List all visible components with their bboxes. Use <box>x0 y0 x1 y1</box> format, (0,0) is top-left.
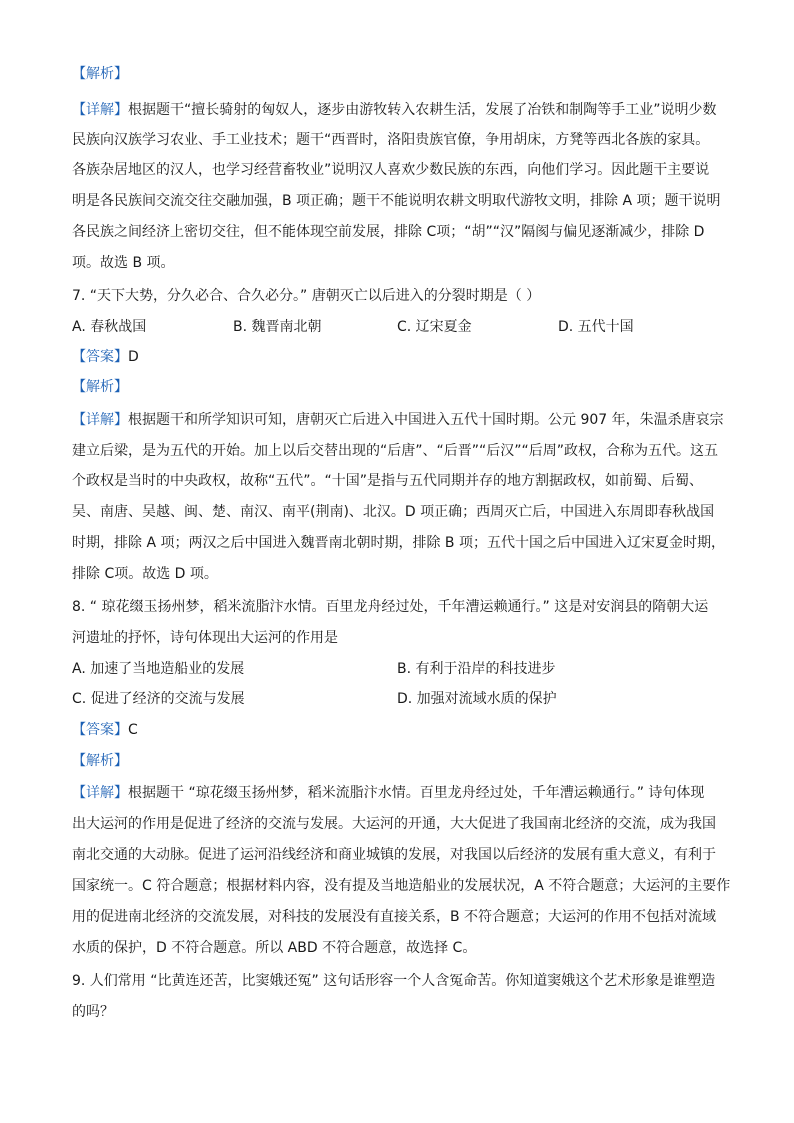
q7-detail-line: 个政权是当时的中央政权，故称“五代”。“十国”是指与五代同期并存的地方割据政权，如前蜀、后蜀、 <box>72 473 704 489</box>
q8-detail-line: 水质的保护，D 不符合题意。所以 ABD 不符合题意，故选择 C。 <box>72 940 477 956</box>
q6-detail-line: 明是各民族间交流交往交融加强，B 项正确；题干不能说明农耕文明取代游牧文明，排除 A 项；题干说明 <box>72 193 721 209</box>
q7-detail-line: 排除 C项。故选 D 项。 <box>72 566 218 582</box>
q8-analysis-label: 【解析】 <box>72 753 128 769</box>
q7-option-c: C. 辽宋夏金 <box>397 319 472 335</box>
q7-detail-line: 吴、南唐、吴越、闽、楚、南汉、南平(荆南)、北汉。D 项正确；西周灭亡后，中国进入东周即春秋战国 <box>72 504 715 520</box>
q7-answer: 【答案】D <box>72 349 139 365</box>
q7-option-a: A. 春秋战国 <box>72 319 147 335</box>
q8-answer: 【答案】C <box>72 722 138 738</box>
q6-detail-line: 【详解】根据题干“擅长骑射的匈奴人，逐步由游牧转入农耕生活，发展了冶铁和制陶等手工业”说明少数 <box>72 102 717 118</box>
q9-stem-line: 的吗？ <box>72 1004 114 1020</box>
q7-analysis-label: 【解析】 <box>72 379 128 395</box>
q8-detail-line: 出大运河的作用是促进了经济的交流与发展。大运河的开通，大大促进了我国南北经济的交流，成为我国 <box>72 816 716 832</box>
q8-detail-line: 【详解】根据题干 “琼花缀玉扬州梦，稻米流脂汴水情。百里龙舟经过处，千年漕运赖通行。” 诗句体现 <box>72 785 705 801</box>
q7-option-b: B. 魏晋南北朝 <box>233 319 322 335</box>
q8-option-d: D. 加强对流域水质的保护 <box>397 691 557 707</box>
q7-detail-line: 【详解】根据题干和所学知识可知，唐朝灭亡后进入中国进入五代十国时期。公元 907 年，朱温杀唐哀宗 <box>72 412 724 428</box>
q7-detail-line: 建立后梁，是为五代的开始。加上以后交替出现的“后唐”、“后晋”“后汉”“后周”政权，合称为五代。这五 <box>72 443 719 459</box>
q8-option-c: C. 促进了经济的交流与发展 <box>72 691 245 707</box>
q6-analysis-label: 【解析】 <box>72 66 128 82</box>
q6-detail-line: 项。故选 B 项。 <box>72 255 175 271</box>
q8-option-a: A. 加速了当地造船业的发展 <box>72 661 245 677</box>
q8-detail-line: 南北交通的大动脉。促进了运河沿线经济和商业城镇的发展，对我国以后经济的发展有重大意义，有利于 <box>72 847 716 863</box>
q6-detail-line: 各民族之间经济上密切交往，但不能体现空前发展，排除 C项；“胡”“汉”隔阂与偏见逐渐减少，排除 D <box>72 224 705 240</box>
q9-stem-line: 9. 人们常用 “比黄连还苦，比窦娥还冤” 这句话形容一个人含冤命苦。你知道窦娥这个艺术形象是谁塑造 <box>72 973 716 989</box>
q8-stem-line: 8. “ 琼花缀玉扬州梦，稻米流脂汴水情。百里龙舟经过处，千年漕运赖通行。” 这是对安润县的隋朝大运 <box>72 599 709 615</box>
q8-stem-line: 河遗址的抒怀，诗句体现出大运河的作用是 <box>72 630 338 646</box>
q8-option-b: B. 有利于沿岸的科技进步 <box>397 661 556 677</box>
q7-stem: 7. “天下大势，分久必合、合久必分。” 唐朝灭亡以后进入的分裂时期是（ ） <box>72 288 541 304</box>
q8-detail-line: 用的促进南北经济的交流发展，对科技的发展没有直接关系，B 不符合题意；大运河的作用不包括对流域 <box>72 909 717 925</box>
q6-detail-line: 各族杂居地区的汉人，也学习经营畜牧业”说明汉人喜欢少数民族的东西，向他们学习。因此题干主要说 <box>72 162 710 178</box>
q7-detail-line: 时期，排除 A 项；两汉之后中国进入魏晋南北朝时期，排除 B 项；五代十国之后中国进入辽宋夏金时期， <box>72 535 725 551</box>
q8-detail-line: 国家统一。C 符合题意；根据材料内容，没有提及当地造船业的发展状况，A 不符合题意；大运河的主要作 <box>72 878 731 894</box>
q7-option-d: D. 五代十国 <box>558 319 634 335</box>
q6-detail-line: 民族向汉族学习农业、手工业技术；题干“西晋时，洛阳贵族官僚，争用胡床，方凳等西北各族的家具。 <box>72 132 710 148</box>
